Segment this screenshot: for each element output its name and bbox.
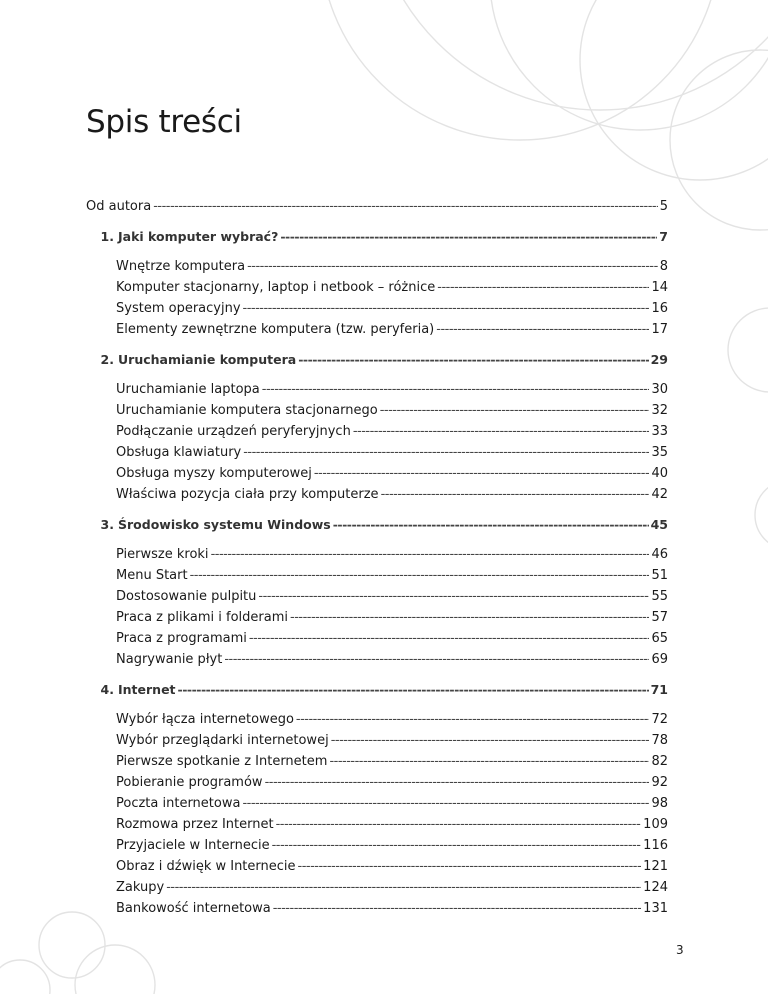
toc-entry[interactable] xyxy=(86,277,668,298)
toc-entry-page: 35 xyxy=(651,445,668,460)
dot-leader xyxy=(333,514,649,535)
dot-leader xyxy=(298,349,648,370)
dot-leader xyxy=(280,226,657,247)
chapter-title xyxy=(86,679,176,700)
toc-entry[interactable] xyxy=(86,793,668,814)
toc-entry-page: 8 xyxy=(659,259,668,274)
toc-entry-label: Pierwsze kroki xyxy=(116,547,209,562)
dot-leader xyxy=(258,586,649,607)
toc-entry[interactable] xyxy=(86,319,668,340)
toc-entry-label: Uruchamianie komputera stacjonarnego xyxy=(116,403,378,418)
toc-entry-page: 69 xyxy=(651,652,668,667)
dot-leader xyxy=(329,751,649,772)
toc-entry-label: Uruchamianie laptopa xyxy=(116,382,260,397)
toc-entry-label: Elementy zewnętrzne komputera (tzw. peryferia) xyxy=(116,322,435,337)
toc-entry-page: 51 xyxy=(651,568,668,583)
toc-entry[interactable] xyxy=(86,544,668,565)
dot-leader xyxy=(247,256,658,277)
toc-entry-label: Praca z programami xyxy=(116,631,247,646)
dot-leader xyxy=(314,463,650,484)
toc-entry[interactable] xyxy=(86,463,668,484)
toc-entry[interactable] xyxy=(86,484,668,505)
toc-entry[interactable] xyxy=(86,298,668,319)
toc-entry-label: Praca z plikami i folderami xyxy=(116,610,288,625)
chapter-heading-row[interactable] xyxy=(86,679,668,700)
toc-entry[interactable] xyxy=(86,565,668,586)
chapter-number: 2. xyxy=(100,352,114,367)
toc-entry-page: 57 xyxy=(651,610,668,625)
dot-leader xyxy=(224,649,649,670)
toc-entry[interactable] xyxy=(86,856,668,877)
dot-leader xyxy=(298,856,642,877)
dot-leader xyxy=(249,628,650,649)
toc-entry-label: Zakupy xyxy=(116,880,165,895)
toc-entry-page: 92 xyxy=(651,775,668,790)
dot-leader xyxy=(276,814,642,835)
toc-entry-page: 131 xyxy=(643,901,668,916)
toc-entry[interactable] xyxy=(86,898,668,919)
dot-leader xyxy=(436,319,649,340)
toc-entry-page: 65 xyxy=(651,631,668,646)
dot-leader xyxy=(273,898,641,919)
chapter-number: 3. xyxy=(100,517,114,532)
toc-entry-label: Dostosowanie pulpitu xyxy=(116,589,257,604)
toc-entry-label: Obsługa klawiatury xyxy=(116,445,242,460)
toc-entry[interactable] xyxy=(86,400,668,421)
toc-entry-label: Właściwa pozycja ciała przy komputerze xyxy=(116,487,379,502)
toc-entry[interactable] xyxy=(86,835,668,856)
toc-entry[interactable] xyxy=(86,751,668,772)
table-of-contents xyxy=(86,196,668,919)
chapter-title xyxy=(86,514,331,535)
toc-entry-label: Wnętrze komputera xyxy=(116,259,246,274)
dot-leader xyxy=(331,730,650,751)
dot-leader xyxy=(272,835,642,856)
toc-entry-page: 55 xyxy=(651,589,668,604)
toc-entry-page: 16 xyxy=(651,301,668,316)
toc-entry-page: 30 xyxy=(651,382,668,397)
toc-entry[interactable] xyxy=(86,421,668,442)
dot-leader xyxy=(296,709,650,730)
toc-entry[interactable] xyxy=(86,628,668,649)
dot-leader xyxy=(178,679,649,700)
page-title: Spis treści xyxy=(86,104,242,140)
chapter-number: 4. xyxy=(100,682,114,697)
dot-leader xyxy=(211,544,650,565)
toc-entry-label: Pobieranie programów xyxy=(116,775,263,790)
dot-leader xyxy=(166,877,641,898)
toc-entry-label: Menu Start xyxy=(116,568,188,583)
toc-entry-label: Obraz i dźwięk w Internecie xyxy=(116,859,296,874)
toc-entry-label: Obsługa myszy komputerowej xyxy=(116,466,312,481)
toc-entry-intro[interactable] xyxy=(86,196,668,217)
toc-entry-page: 33 xyxy=(651,424,668,439)
chapter-label: Uruchamianie komputera xyxy=(118,352,297,367)
toc-entry-label: Wybór przeglądarki internetowej xyxy=(116,733,329,748)
chapter-page: 29 xyxy=(650,352,668,367)
toc-entry[interactable] xyxy=(86,379,668,400)
toc-entry-label: Poczta internetowa xyxy=(116,796,241,811)
toc-entry[interactable] xyxy=(86,730,668,751)
toc-entry-page: 5 xyxy=(659,199,668,214)
toc-entry-label: Rozmowa przez Internet xyxy=(116,817,274,832)
dot-leader xyxy=(265,772,650,793)
toc-entry-label: Bankowość internetowa xyxy=(116,901,271,916)
dot-leader xyxy=(353,421,650,442)
toc-entry-page: 42 xyxy=(651,487,668,502)
toc-entry-page: 116 xyxy=(643,838,668,853)
toc-entry[interactable] xyxy=(86,607,668,628)
toc-entry-label: Od autora xyxy=(86,199,152,214)
toc-entry-label: Komputer stacjonarny, laptop i netbook – różnice xyxy=(116,280,436,295)
chapter-heading-row[interactable] xyxy=(86,226,668,247)
chapter-page: 71 xyxy=(650,682,668,697)
dot-leader xyxy=(437,277,649,298)
toc-entry-page: 14 xyxy=(651,280,668,295)
chapter-label: Internet xyxy=(118,682,176,697)
toc-entry[interactable] xyxy=(86,709,668,730)
toc-entry[interactable] xyxy=(86,256,668,277)
dot-leader xyxy=(243,442,649,463)
toc-entry-page: 98 xyxy=(651,796,668,811)
dot-leader xyxy=(153,196,658,217)
toc-entry[interactable] xyxy=(86,586,668,607)
chapter-title xyxy=(86,226,278,247)
toc-entry-page: 46 xyxy=(651,547,668,562)
dot-leader xyxy=(380,400,650,421)
dot-leader xyxy=(262,379,650,400)
toc-entry[interactable] xyxy=(86,772,668,793)
page-number: 3 xyxy=(676,943,684,957)
chapter-label: Środowisko systemu Windows xyxy=(118,517,331,532)
chapter-heading-row[interactable] xyxy=(86,349,668,370)
chapter-number: 1. xyxy=(100,229,114,244)
chapter-page: 45 xyxy=(650,517,668,532)
toc-entry-page: 109 xyxy=(643,817,668,832)
toc-entry-label: Nagrywanie płyt xyxy=(116,652,223,667)
toc-entry[interactable] xyxy=(86,814,668,835)
chapter-heading-row[interactable] xyxy=(86,514,668,535)
toc-entry-page: 17 xyxy=(651,322,668,337)
toc-entry-label: System operacyjny xyxy=(116,301,241,316)
toc-entry-page: 72 xyxy=(651,712,668,727)
dot-leader xyxy=(290,607,649,628)
toc-entry-page: 40 xyxy=(651,466,668,481)
toc-entry-label: Podłączanie urządzeń peryferyjnych xyxy=(116,424,351,439)
dot-leader xyxy=(381,484,650,505)
dot-leader xyxy=(242,793,649,814)
toc-entry-page: 121 xyxy=(643,859,668,874)
toc-entry-label: Przyjaciele w Internecie xyxy=(116,838,270,853)
toc-entry[interactable] xyxy=(86,649,668,670)
toc-entry[interactable] xyxy=(86,877,668,898)
chapter-page: 7 xyxy=(659,229,668,244)
chapter-label: Jaki komputer wybrać? xyxy=(118,229,279,244)
toc-entry[interactable] xyxy=(86,442,668,463)
toc-entry-page: 82 xyxy=(651,754,668,769)
toc-entry-label: Pierwsze spotkanie z Internetem xyxy=(116,754,328,769)
chapter-title xyxy=(86,349,296,370)
toc-entry-page: 78 xyxy=(651,733,668,748)
toc-entry-page: 32 xyxy=(651,403,668,418)
dot-leader xyxy=(190,565,650,586)
toc-entry-page: 124 xyxy=(643,880,668,895)
dot-leader xyxy=(243,298,650,319)
toc-entry-label: Wybór łącza internetowego xyxy=(116,712,294,727)
